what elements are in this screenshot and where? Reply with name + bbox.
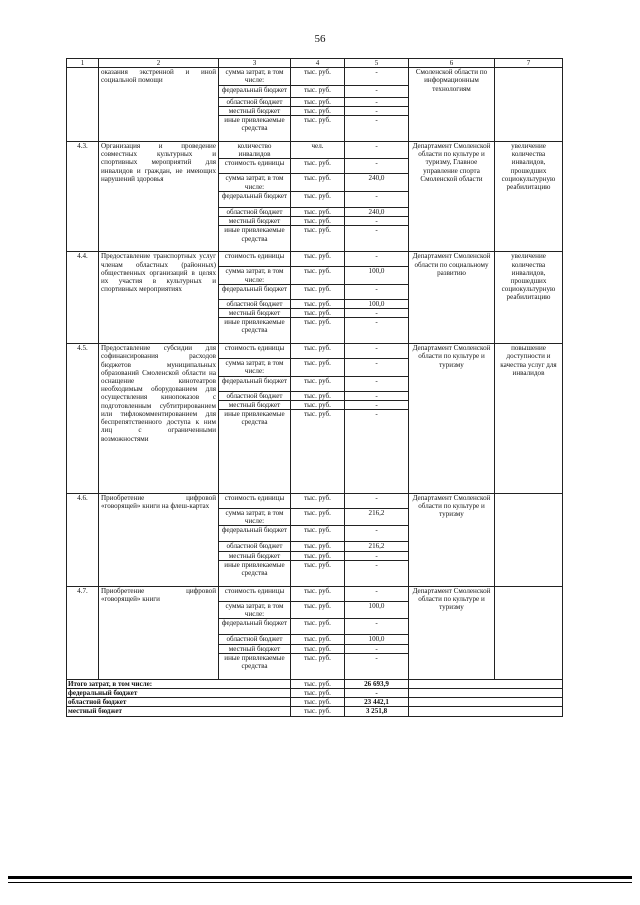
value-cell: - <box>345 97 409 106</box>
item-title: Организация и проведение совместных культурных и спортивных мероприятий для инвалидов и граждан, не имеющих нарушений здоровья <box>99 141 219 251</box>
program-table <box>66 58 563 717</box>
total-empty <box>409 698 563 707</box>
item-number: 4.6. <box>67 494 99 587</box>
unit-cell: тыс. руб. <box>291 191 345 207</box>
indicator-cell: иные привлекаемые средства <box>219 560 291 586</box>
unit-cell: тыс. руб. <box>291 97 345 106</box>
indicator-cell: стоимость единицы <box>219 252 291 267</box>
indicator-cell: областной бюджет <box>219 391 291 400</box>
indicator-cell: местный бюджет <box>219 400 291 409</box>
value-cell: 100,0 <box>345 601 409 618</box>
unit-cell: тыс. руб. <box>291 653 345 679</box>
item-title: Предоставление субсидии для софинансирования расходов бюджетов муниципальных образований Смоленской области на оснащение кинотеатров необходимым оборудованием для осуществления кинопоказов с подготовленным субтитрированием или тифлокомментированием для беспрепятственного доступа к ним лиц с ограниченными возможностями <box>99 344 219 494</box>
unit-cell: тыс. руб. <box>291 400 345 409</box>
value-cell: - <box>345 359 409 376</box>
unit-cell: тыс. руб. <box>291 551 345 560</box>
header-cell: 7 <box>495 59 563 68</box>
table-row <box>67 344 563 359</box>
unit-cell: тыс. руб. <box>291 359 345 376</box>
page-number: 56 <box>314 33 326 45</box>
unit-cell: тыс. руб. <box>291 308 345 317</box>
unit-cell: тыс. руб. <box>291 586 345 601</box>
unit-cell: тыс. руб. <box>291 560 345 586</box>
executor-cell: Смоленской области по информационным технологиям <box>409 68 495 142</box>
unit-cell: тыс. руб. <box>291 85 345 97</box>
header-cell: 1 <box>67 59 99 68</box>
unit-cell: тыс. руб. <box>291 284 345 299</box>
total-label: федеральный бюджет <box>67 689 291 698</box>
total-unit: тыс. руб. <box>291 679 345 688</box>
value-cell: - <box>345 644 409 653</box>
indicator-cell: федеральный бюджет <box>219 284 291 299</box>
total-empty <box>409 689 563 698</box>
unit-cell: тыс. руб. <box>291 68 345 85</box>
unit-cell: тыс. руб. <box>291 217 345 226</box>
indicator-cell: федеральный бюджет <box>219 526 291 542</box>
unit-cell: тыс. руб. <box>291 376 345 391</box>
header-cell: 6 <box>409 59 495 68</box>
item-number: 4.5. <box>67 344 99 494</box>
result-cell: увеличение количества инвалидов, прошедших социокультурную реабилитацию <box>495 252 563 344</box>
result-cell <box>495 586 563 679</box>
unit-cell: тыс. руб. <box>291 644 345 653</box>
unit-cell: тыс. руб. <box>291 115 345 141</box>
unit-cell: тыс. руб. <box>291 635 345 644</box>
unit-cell: тыс. руб. <box>291 267 345 284</box>
unit-cell: тыс. руб. <box>291 318 345 344</box>
indicator-cell: иные привлекаемые средства <box>219 318 291 344</box>
total-empty <box>409 679 563 688</box>
indicator-cell: областной бюджет <box>219 207 291 216</box>
table-row <box>67 494 563 509</box>
total-row <box>67 707 563 716</box>
value-cell: - <box>345 344 409 359</box>
header-cell: 5 <box>345 59 409 68</box>
value-cell: - <box>345 619 409 635</box>
value-cell: 216,2 <box>345 509 409 526</box>
value-cell: - <box>345 376 409 391</box>
unit-cell: тыс. руб. <box>291 174 345 191</box>
indicator-cell: стоимость единицы <box>219 159 291 174</box>
value-cell: - <box>345 551 409 560</box>
item-number: 4.4. <box>67 252 99 344</box>
indicator-cell: иные привлекаемые средства <box>219 653 291 679</box>
total-row <box>67 689 563 698</box>
item-title: оказания экстренной и иной социальной помощи <box>99 68 219 142</box>
unit-cell: тыс. руб. <box>291 344 345 359</box>
unit-cell: тыс. руб. <box>291 226 345 252</box>
indicator-cell: федеральный бюджет <box>219 376 291 391</box>
unit-cell: тыс. руб. <box>291 391 345 400</box>
unit-cell: чел. <box>291 141 345 158</box>
value-cell: 216,2 <box>345 542 409 551</box>
value-cell: 240,0 <box>345 207 409 216</box>
total-label: Итого затрат, в том числе: <box>67 679 291 688</box>
indicator-cell: местный бюджет <box>219 644 291 653</box>
value-cell: - <box>345 391 409 400</box>
value-cell: 100,0 <box>345 635 409 644</box>
indicator-cell: федеральный бюджет <box>219 85 291 97</box>
item-title: Приобретение цифровой «говорящей» книги на флеш-картах <box>99 494 219 587</box>
indicator-cell: местный бюджет <box>219 217 291 226</box>
unit-cell: тыс. руб. <box>291 601 345 618</box>
indicator-cell: стоимость единицы <box>219 586 291 601</box>
indicator-cell: сумма затрат, в том числе: <box>219 267 291 284</box>
value-cell: - <box>345 400 409 409</box>
indicator-cell: федеральный бюджет <box>219 191 291 207</box>
value-cell: - <box>345 318 409 344</box>
total-unit: тыс. руб. <box>291 707 345 716</box>
total-value: - <box>345 689 409 698</box>
unit-cell: тыс. руб. <box>291 159 345 174</box>
item-number: 4.3. <box>67 141 99 251</box>
indicator-cell: сумма затрат, в том числе: <box>219 68 291 85</box>
value-cell: - <box>345 308 409 317</box>
unit-cell: тыс. руб. <box>291 207 345 216</box>
item-title: Предоставление транспортных услуг членам областных (районных) общественных организаций в целях их участия в культурных и спортивных мероприятиях <box>99 252 219 344</box>
total-unit: тыс. руб. <box>291 698 345 707</box>
value-cell: - <box>345 284 409 299</box>
unit-cell: тыс. руб. <box>291 526 345 542</box>
executor-cell: Департамент Смоленской области по культуре и туризму <box>409 494 495 587</box>
total-value: 3 251,8 <box>345 707 409 716</box>
indicator-cell: сумма затрат, в том числе: <box>219 509 291 526</box>
table-row <box>67 252 563 267</box>
header-cell: 4 <box>291 59 345 68</box>
table-row <box>67 586 563 601</box>
indicator-cell: областной бюджет <box>219 635 291 644</box>
item-title: Приобретение цифровой «говорящей» книги <box>99 586 219 679</box>
unit-cell: тыс. руб. <box>291 494 345 509</box>
value-cell: - <box>345 85 409 97</box>
unit-cell: тыс. руб. <box>291 252 345 267</box>
total-value: 23 442,1 <box>345 698 409 707</box>
executor-cell: Департамент Смоленской области по культуре и туризму <box>409 586 495 679</box>
indicator-cell: иные привлекаемые средства <box>219 410 291 494</box>
indicator-cell: сумма затрат, в том числе: <box>219 359 291 376</box>
indicator-cell: областной бюджет <box>219 542 291 551</box>
value-cell: - <box>345 141 409 158</box>
total-label: местный бюджет <box>67 707 291 716</box>
unit-cell: тыс. руб. <box>291 299 345 308</box>
result-cell <box>495 68 563 142</box>
value-cell: - <box>345 191 409 207</box>
value-cell: - <box>345 526 409 542</box>
indicator-cell: количество инвалидов <box>219 141 291 158</box>
unit-cell: тыс. руб. <box>291 106 345 115</box>
unit-cell: тыс. руб. <box>291 509 345 526</box>
value-cell: - <box>345 115 409 141</box>
header-row <box>67 59 563 68</box>
indicator-cell: иные привлекаемые средства <box>219 226 291 252</box>
header-cell: 2 <box>99 59 219 68</box>
total-value: 26 693,9 <box>345 679 409 688</box>
unit-cell: тыс. руб. <box>291 542 345 551</box>
indicator-cell: местный бюджет <box>219 106 291 115</box>
value-cell: - <box>345 586 409 601</box>
indicator-cell: сумма затрат, в том числе: <box>219 601 291 618</box>
executor-cell: Департамент Смоленской области по культуре и туризму, Главное управление спорта Смоленской области <box>409 141 495 251</box>
header-cell: 3 <box>219 59 291 68</box>
table-row <box>67 68 563 85</box>
executor-cell: Департамент Смоленской области по социальному развитию <box>409 252 495 344</box>
indicator-cell: стоимость единицы <box>219 494 291 509</box>
indicator-cell: федеральный бюджет <box>219 619 291 635</box>
indicator-cell: местный бюджет <box>219 308 291 317</box>
footer-rule <box>8 876 632 879</box>
value-cell: - <box>345 159 409 174</box>
value-cell: 100,0 <box>345 299 409 308</box>
indicator-cell: областной бюджет <box>219 299 291 308</box>
total-empty <box>409 707 563 716</box>
result-cell: повышение доступности и качества услуг для инвалидов <box>495 344 563 494</box>
total-unit: тыс. руб. <box>291 689 345 698</box>
indicator-cell: стоимость единицы <box>219 344 291 359</box>
value-cell: - <box>345 410 409 494</box>
result-cell <box>495 494 563 587</box>
value-cell: - <box>345 217 409 226</box>
indicator-cell: сумма затрат, в том числе: <box>219 174 291 191</box>
value-cell: - <box>345 252 409 267</box>
value-cell: - <box>345 653 409 679</box>
unit-cell: тыс. руб. <box>291 410 345 494</box>
indicator-cell: областной бюджет <box>219 97 291 106</box>
total-row <box>67 679 563 688</box>
value-cell: - <box>345 68 409 85</box>
value-cell: - <box>345 494 409 509</box>
indicator-cell: иные привлекаемые средства <box>219 115 291 141</box>
value-cell: - <box>345 226 409 252</box>
table-row <box>67 141 563 158</box>
value-cell: - <box>345 560 409 586</box>
value-cell: 240,0 <box>345 174 409 191</box>
executor-cell: Департамент Смоленской области по культуре и туризму <box>409 344 495 494</box>
value-cell: 100,0 <box>345 267 409 284</box>
item-number <box>67 68 99 142</box>
footer-rule-thin <box>8 882 632 883</box>
indicator-cell: местный бюджет <box>219 551 291 560</box>
result-cell: увеличение количества инвалидов, прошедших социокультурную реабилитацию <box>495 141 563 251</box>
unit-cell: тыс. руб. <box>291 619 345 635</box>
total-label: областной бюджет <box>67 698 291 707</box>
total-row <box>67 698 563 707</box>
value-cell: - <box>345 106 409 115</box>
item-number: 4.7. <box>67 586 99 679</box>
